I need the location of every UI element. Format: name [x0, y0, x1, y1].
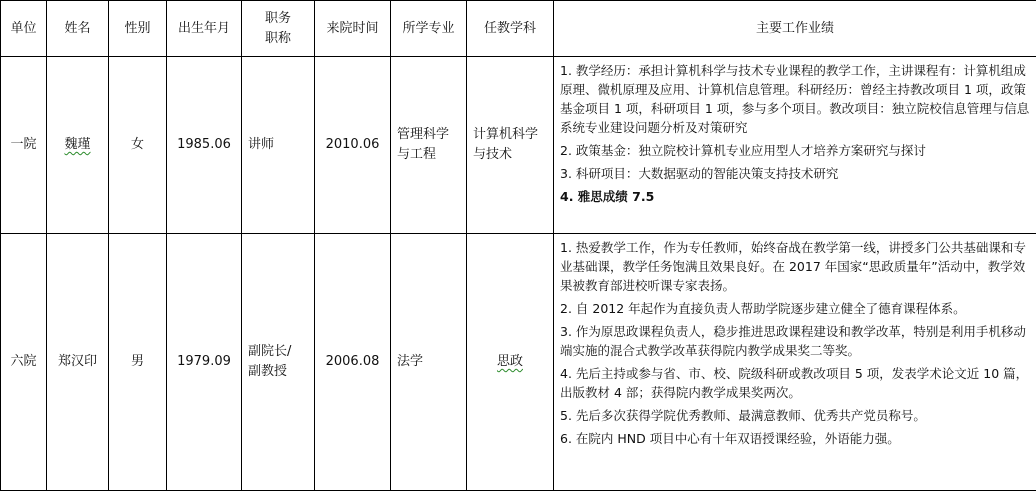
- cell-title: [242, 234, 315, 491]
- cell-title-line2: 副教授: [248, 364, 287, 379]
- cell-gender: 男: [109, 234, 167, 491]
- achievement-item: 2. 政策基金：独立院校计算机专业应用型人才培养方案研究与探讨: [560, 141, 1030, 160]
- header-achievements: 主要工作业绩: [554, 1, 1036, 57]
- cell-name: [47, 57, 109, 234]
- cell-unit: 一院: [1, 57, 47, 234]
- cell-major: [391, 57, 467, 234]
- cell-achievements: [554, 234, 1036, 491]
- cell-name: 郑汉印: [47, 234, 109, 491]
- header-birth: 出生年月: [167, 1, 242, 57]
- achievement-item: 6. 在院内 HND 项目中心有十年双语授课经验，外语能力强。: [560, 429, 1030, 448]
- cell-gender: 女: [109, 57, 167, 234]
- header-subject: 任教学科: [467, 1, 554, 57]
- achievement-item: 1. 热爱教学工作，作为专任教师，始终奋战在教学第一线，讲授多门公共基础课和专业基础课，教学任务饱满且效果良好。在 2017 年国家“思政质量年”活动中，教学效果被教育部进校听课专家表扬。: [560, 238, 1030, 295]
- cell-name-text: 魏瑾: [64, 137, 90, 152]
- cell-subject-line2: 与技术: [473, 147, 512, 162]
- header-unit: 单位: [1, 1, 47, 57]
- cell-title-line1: 副院长/: [248, 344, 291, 359]
- achievement-item: 5. 先后多次获得学院优秀教师、最满意教师、优秀共产党员称号。: [560, 406, 1030, 425]
- cell-subject: [467, 234, 554, 491]
- cell-title: [242, 57, 315, 234]
- cell-subject: [467, 57, 554, 234]
- cell-subject-line1: 计算机科学: [473, 127, 538, 142]
- header-title-line2: 职称: [265, 31, 291, 46]
- cell-major-line2: 与工程: [397, 147, 436, 162]
- achievement-item: 3. 科研项目：大数据驱动的智能决策支持技术研究: [560, 164, 1030, 183]
- achievement-item: 3. 作为原思政课程负责人，稳步推进思政课程建设和教学改革，特别是利用手机移动端实施的混合式教学改革获得院内教学成果奖二等奖。: [560, 322, 1030, 360]
- cell-major-line1: 法学: [397, 354, 423, 369]
- header-row: [1, 1, 1036, 57]
- header-title-line1: 职务: [265, 11, 291, 26]
- achievement-item: 2. 自 2012 年起作为直接负责人帮助学院逐步建立健全了德育课程体系。: [560, 299, 1030, 318]
- achievement-item: 4. 先后主持或参与省、市、校、院级科研或教改项目 5 项，发表学术论文近 10 篇，出版教材 4 部；获得院内教学成果奖两次。: [560, 364, 1030, 402]
- header-gender: 性别: [109, 1, 167, 57]
- achievement-item: 4. 雅思成绩 7.5: [560, 187, 1030, 206]
- header-title: [242, 1, 315, 57]
- header-name: 姓名: [47, 1, 109, 57]
- table-row: [1, 234, 1036, 491]
- cell-birth: 1985.06: [167, 57, 242, 234]
- header-major: 所学专业: [391, 1, 467, 57]
- header-join: 来院时间: [315, 1, 391, 57]
- cell-major: [391, 234, 467, 491]
- cell-join: 2010.06: [315, 57, 391, 234]
- cell-join: 2006.08: [315, 234, 391, 491]
- achievement-item: 1. 教学经历：承担计算机科学与技术专业课程的教学工作，主讲课程有：计算机组成原理、微机原理及应用、计算机信息管理。科研经历：曾经主持教改项目 1 项，政策基金项目 1 项，科研项目 1 项，参与多个项目。教改项目：独立院校信息管理与信息系统专业建设问题分析及对策研究: [560, 61, 1030, 137]
- cell-subject-line1: 思政: [497, 354, 523, 369]
- table-row: [1, 57, 1036, 234]
- cell-major-line1: 管理科学: [397, 127, 449, 142]
- cell-unit: 六院: [1, 234, 47, 491]
- cell-birth: 1979.09: [167, 234, 242, 491]
- cell-achievements: [554, 57, 1036, 234]
- cell-title-line1: 讲师: [248, 137, 274, 152]
